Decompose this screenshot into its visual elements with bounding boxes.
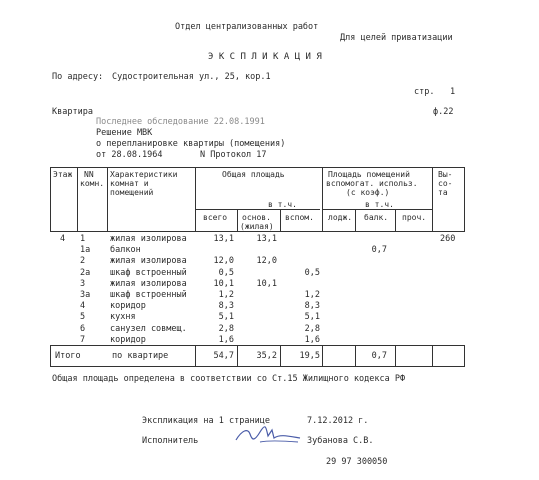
col-floor-header: Этаж: [53, 170, 73, 179]
date: 7.12.2012 г.: [307, 416, 369, 426]
col-main-header: основ.: [242, 213, 271, 222]
col-aux-header: вспом.: [285, 213, 314, 222]
last-inspection: Последнее обследование 22.08.1991: [96, 117, 265, 127]
row-main: 10,1: [256, 279, 277, 289]
col-main-header-2: (жилая): [240, 222, 274, 231]
totals-total: 54,7: [213, 351, 234, 361]
executor-name: Зубанова С.В.: [307, 436, 374, 446]
row-total: 1,2: [218, 290, 234, 300]
row-aux: 1,6: [304, 335, 320, 345]
col-other-header: проч.: [402, 213, 427, 222]
row-name: жилая изолирова: [110, 234, 187, 244]
totals-label: Итого: [55, 351, 81, 361]
document-title: Э К С П Л И К А Ц И Я: [208, 52, 322, 62]
row-nn: 2а: [80, 268, 91, 278]
col-total-header: всего: [203, 213, 228, 222]
row-main: 13,1: [256, 234, 277, 244]
row-total: 13,1: [213, 234, 234, 244]
col-aux-area-header-3: (с коэф.): [346, 188, 390, 197]
col-height-header-3: та: [438, 188, 448, 197]
row-nn: 7: [80, 335, 86, 345]
org-name: Отдел централизованных работ: [175, 22, 319, 32]
row-aux: 2,8: [304, 324, 320, 334]
row-name: жилая изолирова: [110, 279, 187, 289]
col-total-area-header: Общая площадь: [222, 170, 285, 179]
col-nn-header: NN: [84, 170, 94, 179]
row-name: шкаф встроенный: [110, 290, 187, 300]
row-nn: 4: [80, 301, 86, 311]
row-nn: 3: [80, 279, 86, 289]
row-total: 5,1: [218, 312, 234, 322]
area-note: Общая площадь определена в соответствии со Ст.15 Жилищного кодекса РФ: [52, 374, 406, 384]
row-name: санузел совмещ.: [110, 324, 187, 334]
purpose: Для целей приватизации: [340, 33, 453, 43]
height-value: 260: [440, 234, 456, 244]
col-char-header: Характеристики: [110, 170, 178, 179]
executor-label: Исполнитель: [142, 436, 199, 446]
row-total: 8,3: [218, 301, 234, 311]
row-main: 12,0: [256, 256, 277, 266]
row-nn: 6: [80, 324, 86, 334]
incl-header: в т.ч.: [268, 200, 297, 209]
row-aux: 1,2: [304, 290, 320, 300]
col-height-header: Вы-: [438, 170, 453, 179]
row-name: шкаф встроенный: [110, 268, 187, 278]
row-total: 12,0: [213, 256, 234, 266]
col-aux-area-header-2: вспомогат. использ.: [326, 179, 418, 188]
incl2-header: в т.ч.: [365, 200, 394, 209]
row-nn: 1а: [80, 245, 91, 255]
row-aux: 0,5: [304, 268, 320, 278]
col-char-header-3: помещений: [110, 188, 154, 197]
row-nn: 1: [80, 234, 86, 244]
totals-label-2: по квартире: [112, 351, 169, 361]
row-total: 10,1: [213, 279, 234, 289]
protocol: N Протокол 17: [200, 150, 267, 160]
decision-date: от 28.08.1964: [96, 150, 163, 160]
row-aux: 8,3: [304, 301, 320, 311]
row-balcony: 0,7: [371, 245, 387, 255]
apartment-label: Квартира: [52, 107, 93, 117]
pages-text: Экспликация на 1 странице: [142, 416, 270, 426]
row-aux: 5,1: [304, 312, 320, 322]
col-loggia-header: лодж.: [328, 213, 353, 222]
decision-title: Решение МВК: [96, 128, 153, 138]
row-name: балкон: [110, 245, 141, 255]
row-name: кухня: [110, 312, 136, 322]
row-name: коридор: [110, 335, 146, 345]
row-total: 2,8: [218, 324, 234, 334]
col-nn-header-2: комн.: [80, 179, 105, 188]
floor-value: 4: [60, 234, 66, 244]
row-name: коридор: [110, 301, 146, 311]
row-total: 1,6: [218, 335, 234, 345]
row-nn: 2: [80, 256, 86, 266]
address: Судостроительная ул., 25, кор.1: [112, 72, 271, 82]
page-number: 1: [450, 87, 456, 97]
form-number: ф.22: [433, 107, 454, 117]
row-nn: 5: [80, 312, 86, 322]
row-name: жилая изолирова: [110, 256, 187, 266]
address-label: По адресу:: [52, 72, 104, 82]
col-height-header-2: со-: [438, 179, 453, 188]
decision-subject: о перепланировке квартиры (помещения): [96, 139, 286, 149]
row-nn: 3а: [80, 290, 91, 300]
row-total: 0,5: [218, 268, 234, 278]
col-aux-area-header: Площадь помещений: [328, 170, 410, 179]
totals-aux: 19,5: [299, 351, 320, 361]
totals-main: 35,2: [256, 351, 277, 361]
page-label: стр.: [414, 87, 435, 97]
totals-balcony: 0,7: [371, 351, 387, 361]
col-char-header-2: комнат и: [110, 179, 149, 188]
col-balcony-header: балк.: [364, 213, 389, 222]
signature: [230, 424, 305, 448]
phone: 29 97 300050: [326, 457, 388, 467]
